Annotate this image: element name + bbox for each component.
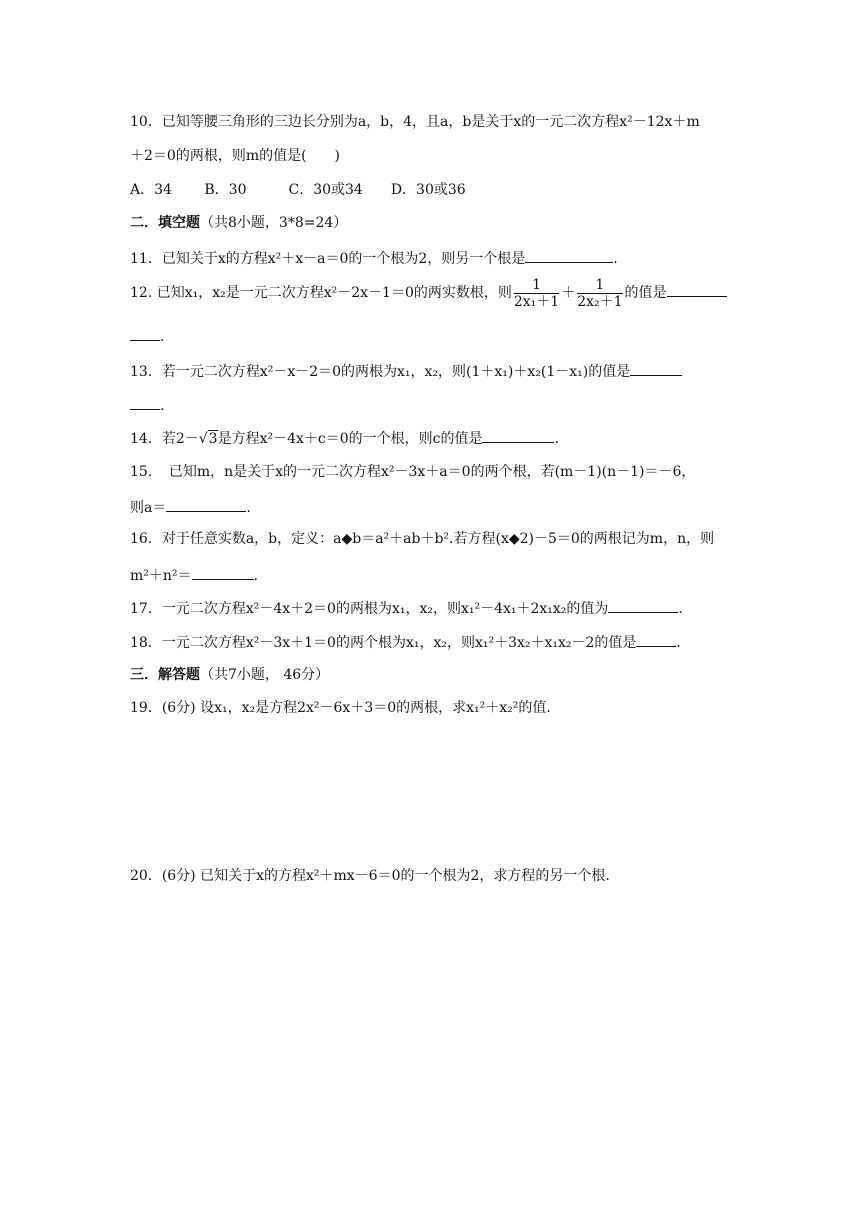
- question-13-continuation: [130, 395, 164, 415]
- section-note: （共8小题，3*8=24）: [200, 215, 348, 231]
- question-12-continuation: [130, 326, 164, 346]
- answer-blank: [130, 326, 160, 341]
- question-text-suffix: 是方程x²－4x＋c＝0的一个根，则c的值是: [217, 431, 483, 447]
- sqrt-radicand: 3: [208, 431, 218, 447]
- question-10-line-2: ＋2＝0的两根，则m的值是( ): [130, 148, 341, 164]
- period: .: [554, 431, 559, 447]
- answer-blank: [667, 282, 727, 297]
- question-10-line-1: 10．已知等腰三角形的三边长分别为a，b，4，且a，b是关于x的一元二次方程x²－12x＋m: [130, 114, 700, 130]
- question-text: 12. 已知x₁，x₂是一元二次方程x²－2x－1＝0的两实数根，则: [130, 285, 512, 301]
- period: .: [253, 568, 258, 584]
- question-text: 则a＝: [130, 500, 167, 516]
- question-text: 18．一元二次方程x²－3x＋1＝0的两个根为x₁，x₂，则x₁²＋3x₂＋x₁x₂－2的值是: [130, 635, 637, 651]
- question-12: [130, 276, 727, 310]
- fraction-2: [577, 277, 622, 310]
- question-text: 17．一元二次方程x²－4x＋2＝0的两根为x₁，x₂，则x₁²－4x₁＋2x₁x₂的值为: [130, 601, 609, 617]
- question-15-line-1: 15． 已知m，n是关于x的一元二次方程x²－3x＋a＝0的两个根，若(m－1)(n－1)＝－6，: [130, 464, 696, 480]
- fraction-numerator: 1: [577, 277, 622, 294]
- answer-blank: [130, 395, 160, 410]
- plus-sign: ＋: [561, 285, 576, 301]
- answer-blank: [630, 361, 682, 376]
- question-16-line-1: 16．对于任意实数a，b，定义：a◆b＝a²＋ab＋b².若方程(x◆2)－5＝0的两根记为m，n，则: [130, 531, 715, 547]
- answer-blank: [608, 598, 678, 613]
- question-16-line-2: [130, 565, 258, 585]
- section-answer-heading: [130, 666, 329, 684]
- question-text-suffix: 的值是: [624, 285, 667, 301]
- sqrt-symbol: √: [198, 431, 208, 447]
- question-17: [130, 598, 683, 618]
- answer-blank: [192, 565, 254, 580]
- question-13: [130, 361, 682, 381]
- question-15-line-2: [130, 497, 251, 517]
- question-14: [130, 428, 559, 448]
- section-title: 二．填空题: [130, 215, 200, 231]
- question-20: 20．(6分) 已知关于x的方程x²＋mx－6＝0的一个根为2，求方程的另一个根.: [130, 868, 610, 884]
- answer-blank: [482, 428, 554, 443]
- fraction-numerator: 1: [514, 277, 559, 294]
- fraction-1: [514, 277, 559, 310]
- period: .: [676, 635, 681, 651]
- fraction-denominator: 2x₂＋1: [577, 293, 623, 310]
- question-text: 13．若一元二次方程x²－x－2＝0的两根为x₁，x₂，则(1＋x₁)＋x₂(1－x₁)的值是: [130, 364, 631, 380]
- question-19: 19．(6分) 设x₁，x₂是方程2x²－6x＋3＝0的两根，求x₁²＋x₂²的值.: [130, 700, 551, 716]
- question-10-options: A．34 B．30 C．30或34 D．30或36: [130, 182, 466, 198]
- section-fill-in-heading: [130, 214, 347, 232]
- question-11: [130, 248, 618, 268]
- section-title: 三．解答题: [130, 667, 200, 683]
- question-text: m²＋n²＝: [130, 568, 192, 584]
- question-text: 14．若2－: [130, 431, 199, 447]
- period: .: [678, 601, 683, 617]
- period: .: [246, 500, 251, 516]
- question-text: 11．已知关于x的方程x²＋x－a＝0的一个根为2，则另一个根是: [130, 251, 526, 267]
- answer-blank: [636, 632, 676, 647]
- answer-blank: [525, 248, 613, 263]
- period: .: [160, 398, 165, 414]
- period: .: [613, 251, 618, 267]
- answer-blank: [166, 497, 246, 512]
- question-18: [130, 632, 681, 652]
- section-note: （共7小题， 46分）: [200, 667, 330, 683]
- period: .: [160, 329, 165, 345]
- fraction-denominator: 2x₁＋1: [513, 293, 560, 310]
